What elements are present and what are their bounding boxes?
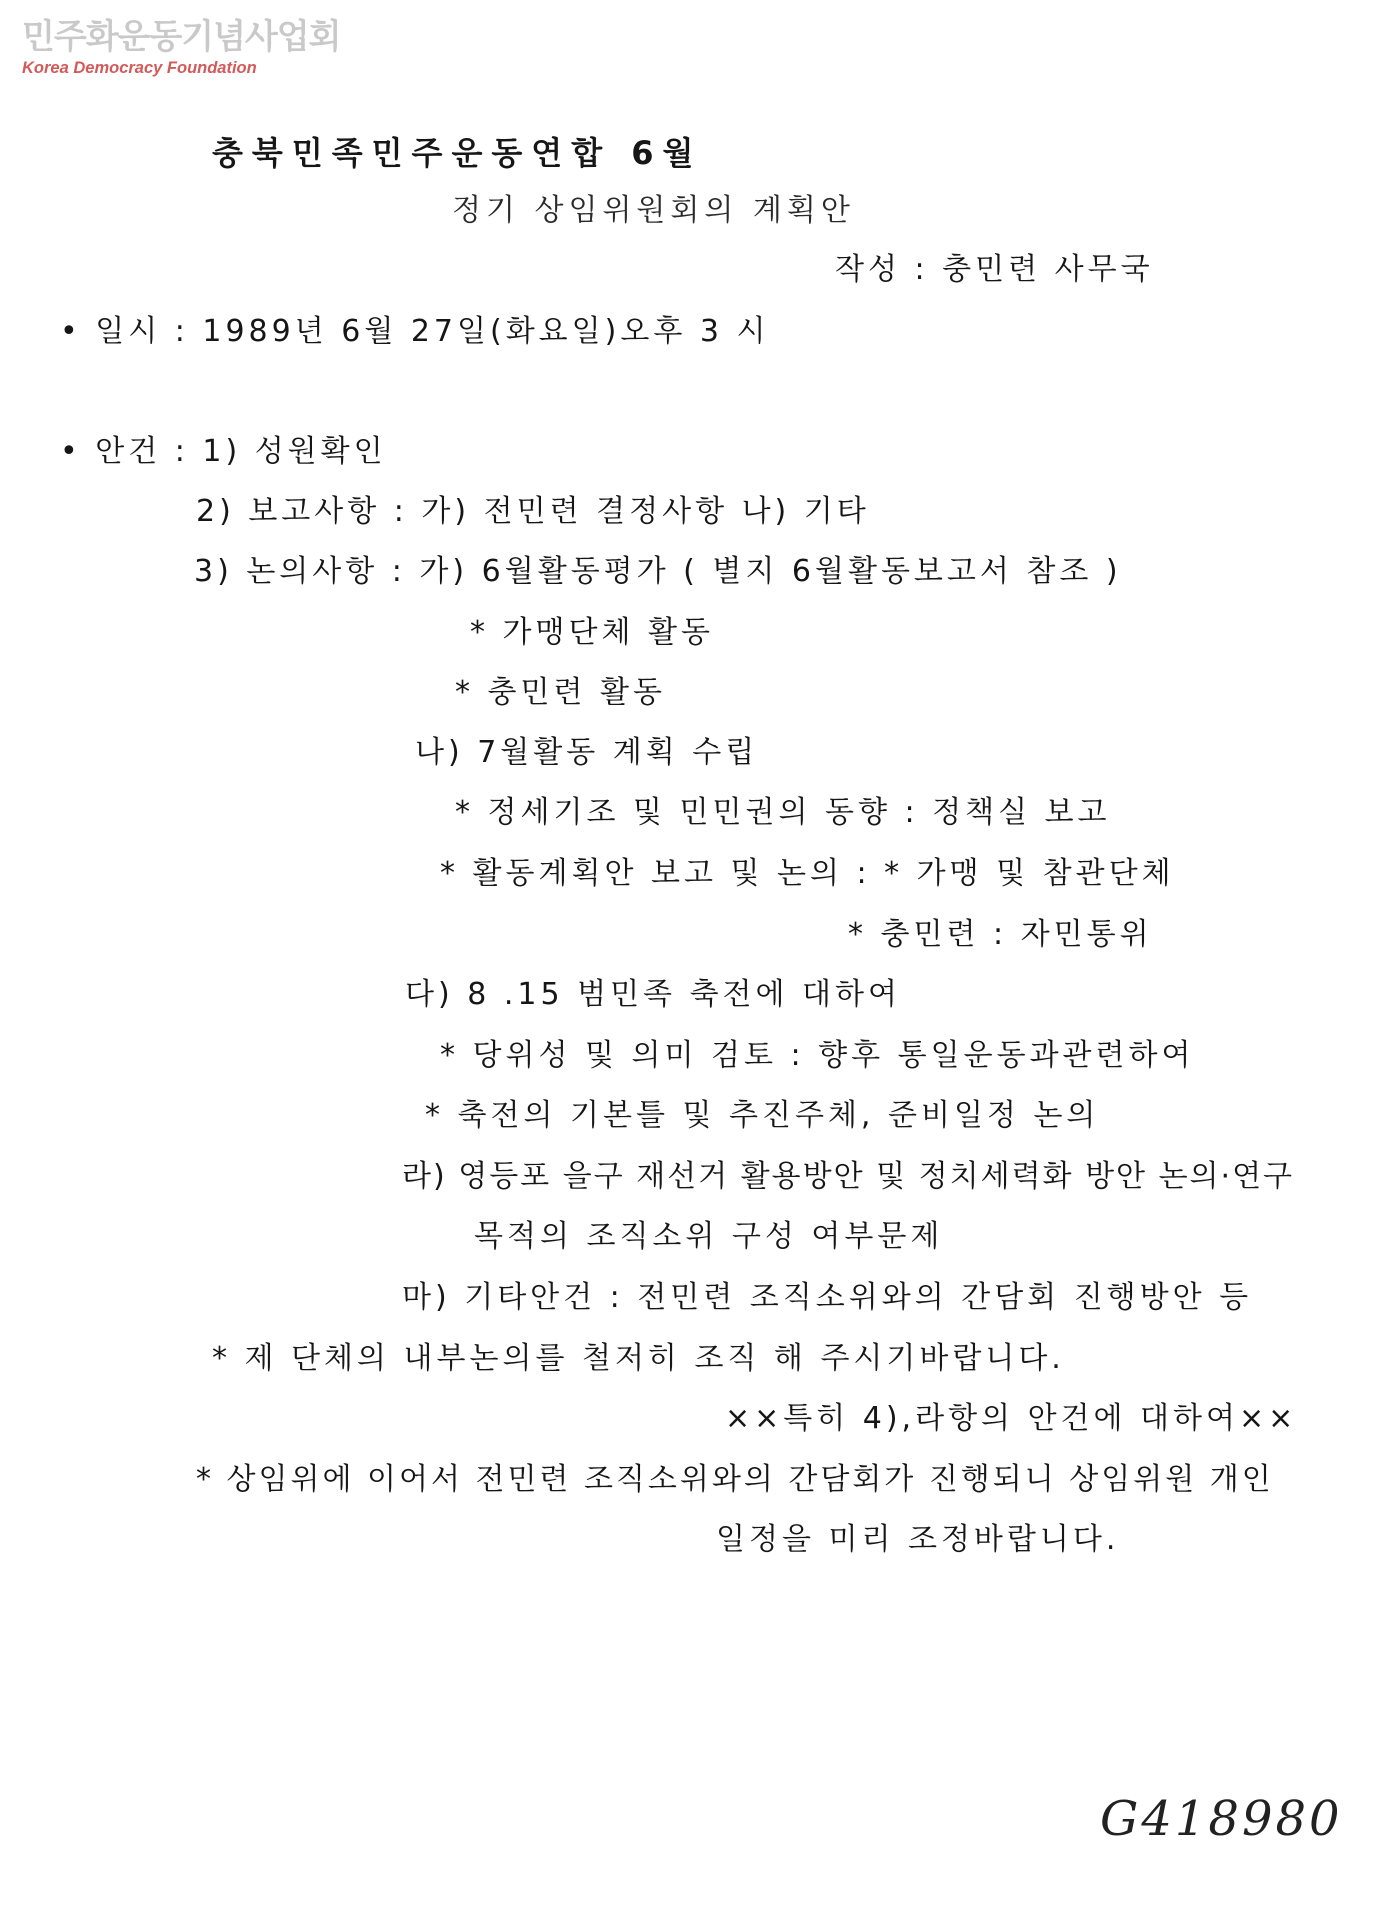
agenda-line: * 충민련 : 자민통위: [848, 917, 1153, 952]
agenda-line: * 축전의 기본틀 및 추진주체, 준비일정 논의: [425, 1098, 1100, 1133]
agenda-line: ××특히 4),라항의 안건에 대하여××: [725, 1401, 1298, 1436]
agenda-line: * 당위성 및 의미 검토 : 향후 통일운동과관련하여: [440, 1038, 1195, 1073]
agenda-line: * 제 단체의 내부논의를 철저히 조직 해 주시기바랍니다.: [212, 1341, 1065, 1376]
watermark-english: Korea Democracy Foundation: [22, 59, 257, 77]
agenda-line: * 가맹단체 활동: [470, 615, 714, 650]
watermark-korean: 민주화운동기념사업회: [22, 17, 341, 57]
agenda-line: * 충민련 활동: [455, 675, 666, 710]
agenda-line: 목적의 조직소위 구성 여부문제: [474, 1219, 944, 1254]
meeting-date: • 일시 : 1989년 6월 27일(화요일)오후 3 시: [60, 314, 770, 349]
agenda-line: * 정세기조 및 민민권의 동향 : 정책실 보고: [455, 795, 1111, 830]
handwritten-archive-code: G418980: [1100, 1791, 1343, 1847]
agenda-line: 2) 보고사항 : 가) 전민련 결정사항 나) 기타: [196, 494, 870, 529]
agenda-line: * 상임위에 이어서 전민련 조직소위와의 간담회가 진행되니 상임위원 개인: [196, 1462, 1274, 1497]
agenda-line: 라) 영등포 을구 재선거 활용방안 및 정치세력화 방안 논의·연구: [402, 1159, 1295, 1194]
document-subtitle: 정기 상임위원회의 계획안: [452, 193, 855, 228]
agenda-line: * 활동계획안 보고 및 논의 : * 가맹 및 참관단체: [440, 856, 1175, 891]
agenda-line: 일정을 미리 조정바랍니다.: [716, 1522, 1120, 1557]
agenda-line: 3) 논의사항 : 가) 6월활동평가 ( 별지 6월활동보고서 참조 ): [194, 554, 1122, 589]
agenda-line: 다) 8 .15 범민족 축전에 대하여: [405, 977, 901, 1012]
agenda-line: • 안건 : 1) 성원확인: [60, 434, 387, 469]
document-author: 작성 : 충민련 사무국: [835, 252, 1154, 287]
agenda-line: 마) 기타안건 : 전민련 조직소위와의 간담회 진행방안 등: [402, 1280, 1253, 1315]
agenda-line: 나) 7월활동 계획 수립: [415, 735, 759, 770]
document-title: 충북민족민주운동연합 6월: [212, 134, 703, 172]
watermark: [22, 17, 341, 77]
